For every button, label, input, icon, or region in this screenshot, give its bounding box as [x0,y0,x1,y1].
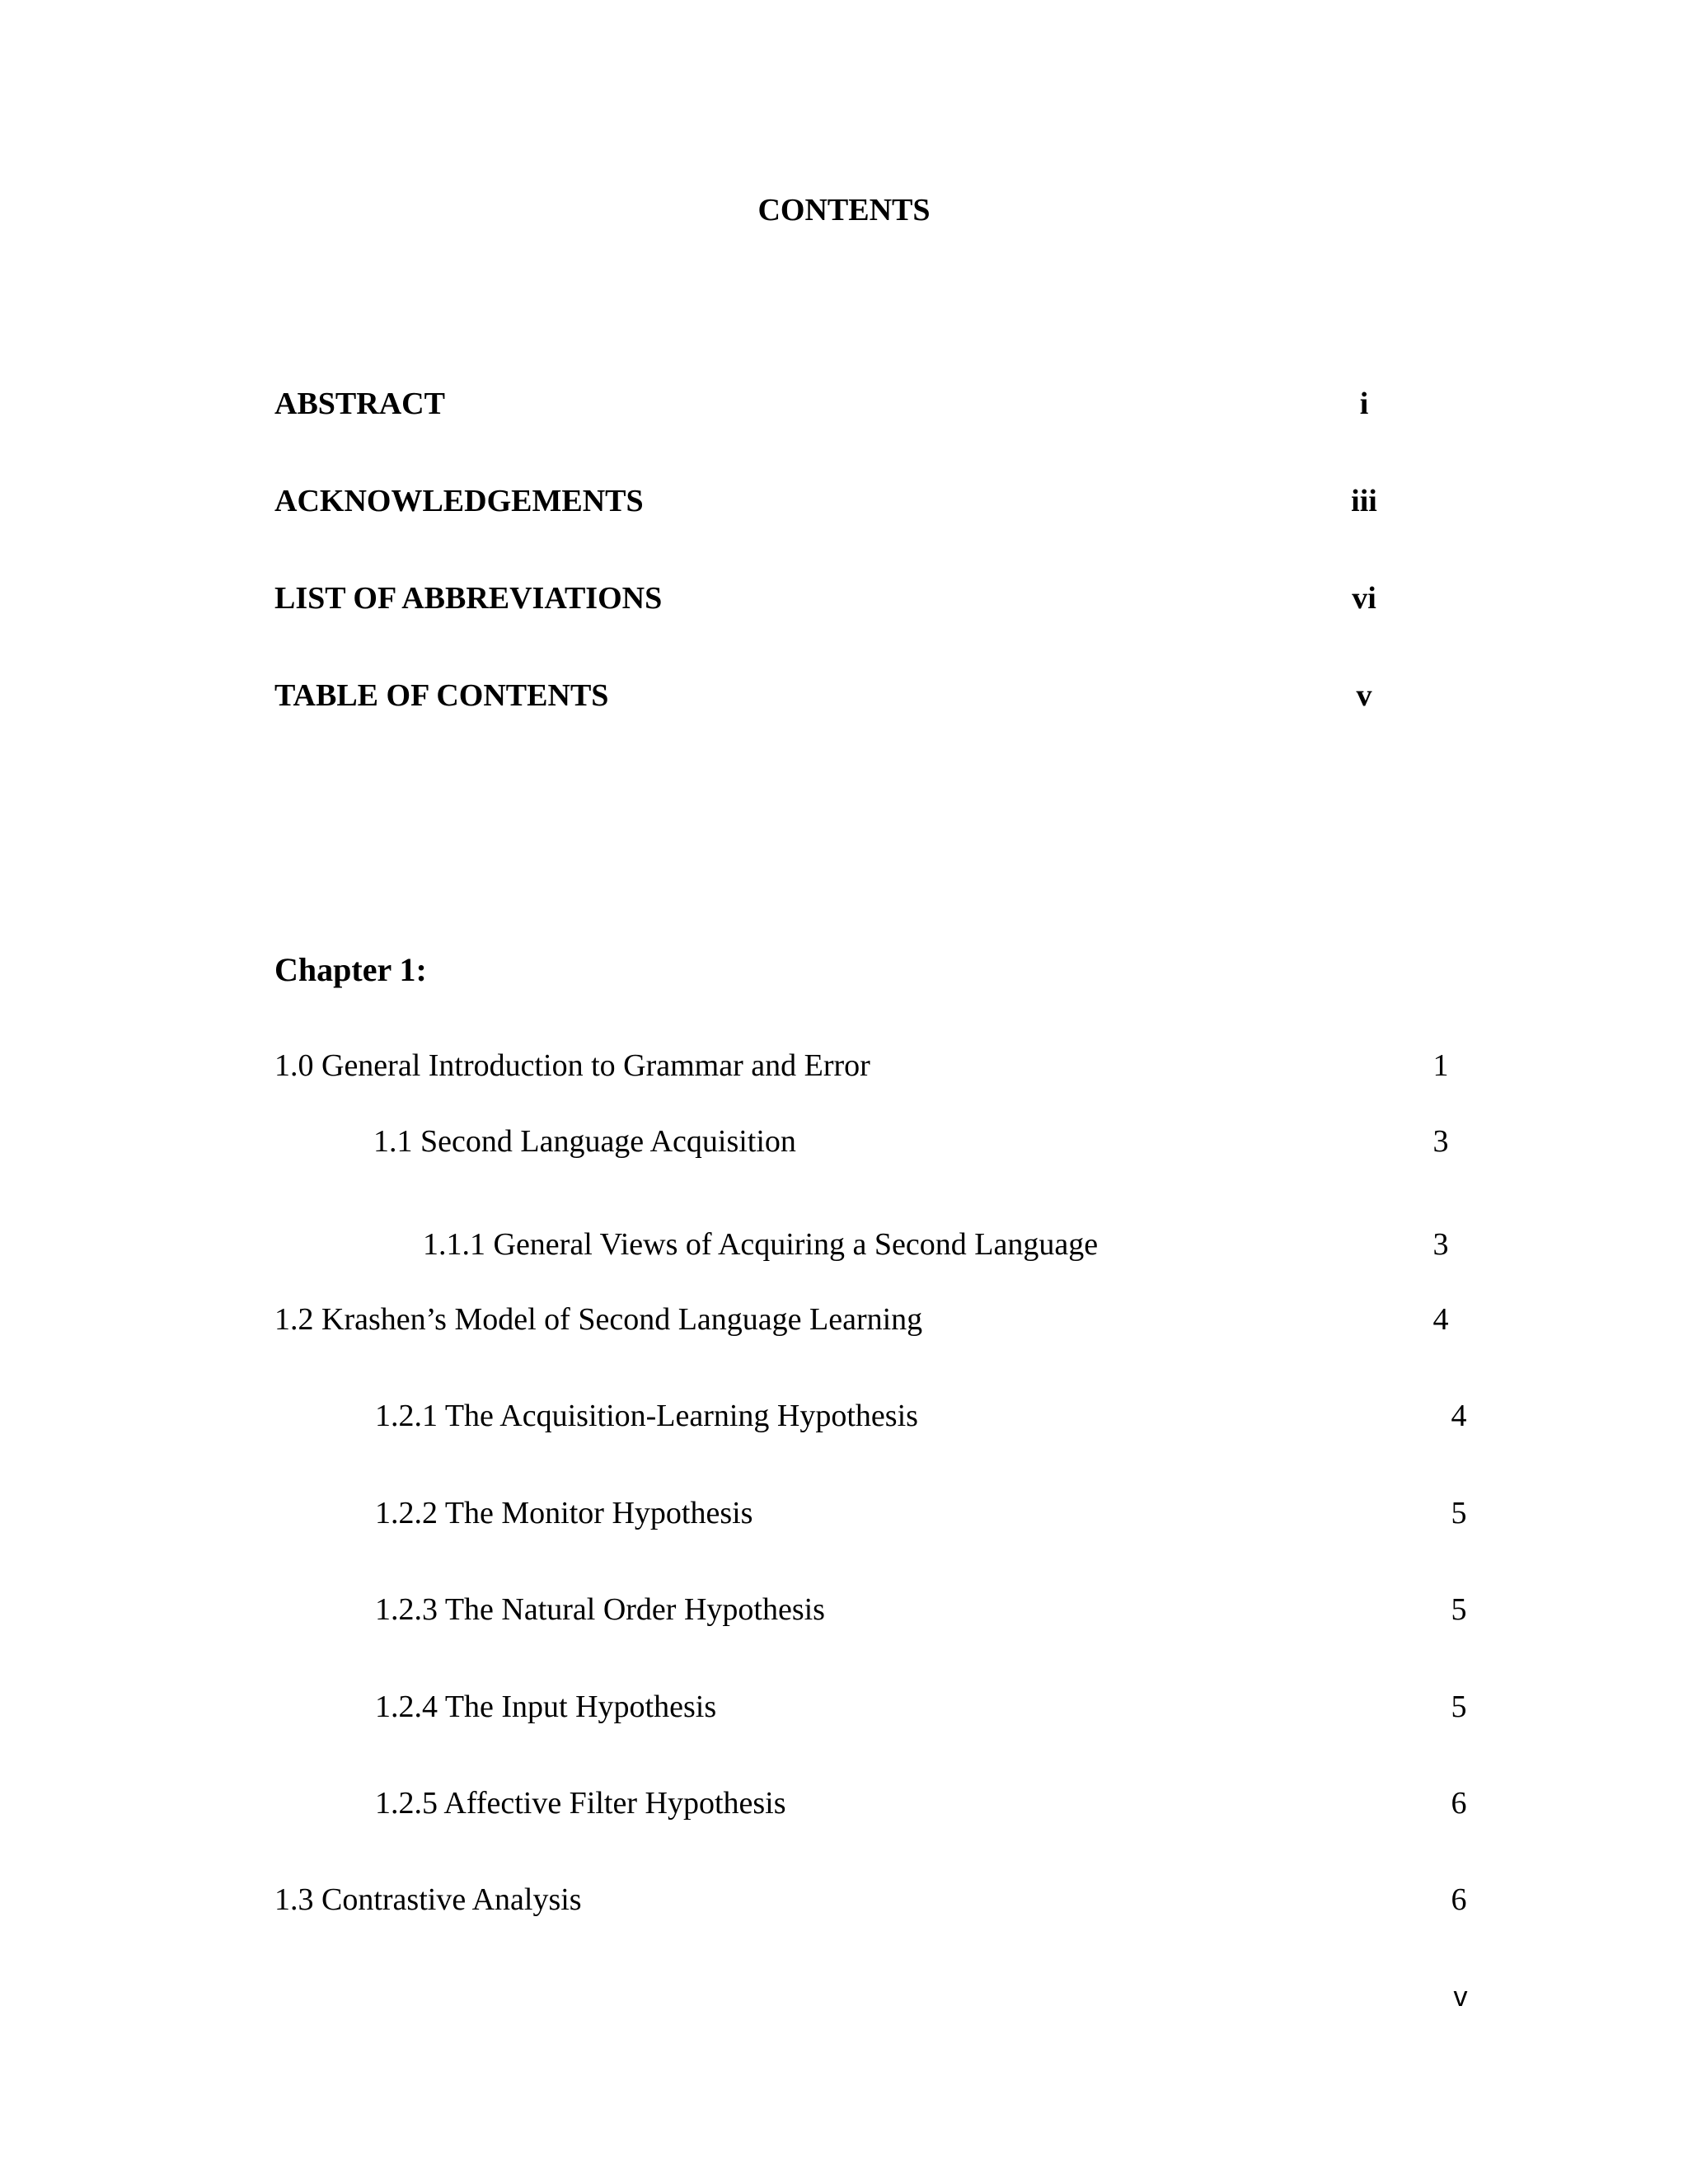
toc-entry-page: 5 [1451,1592,1467,1627]
toc-entry-label: 1.2.4 The Input Hypothesis [375,1690,717,1724]
toc-entry-label: 1.2.5 Affective Filter Hypothesis [375,1786,786,1821]
toc-entry-page: 3 [1432,1124,1449,1159]
toc-entry-page: 6 [1451,1882,1467,1917]
toc-entry-label: 1.1 Second Language Acquisition [373,1124,796,1159]
toc-entry-page: 4 [1432,1302,1449,1337]
toc-entry-label: 1.0 General Introduction to Grammar and Error [274,1048,870,1083]
toc-entry-label: 1.2.2 The Monitor Hypothesis [375,1496,753,1530]
toc-entry-label: 1.2.1 The Acquisition-Learning Hypothesis [375,1399,918,1433]
chapter-heading: Chapter 1: [274,951,427,988]
front-matter-page-abbreviations: vi [1352,581,1376,616]
front-matter-label-table-of-contents: TABLE OF CONTENTS [274,678,609,713]
front-matter-page-acknowledgements: iii [1351,484,1377,518]
toc-entry-page: 3 [1432,1227,1449,1262]
toc-entry-label: 1.2 Krashen’s Model of Second Language Learning [274,1302,923,1337]
toc-entry-label: 1.3 Contrastive Analysis [274,1882,582,1917]
front-matter-label-abstract: ABSTRACT [274,387,445,421]
toc-entry-page: 4 [1451,1399,1467,1433]
toc-entry-label: 1.2.3 The Natural Order Hypothesis [375,1592,825,1627]
front-matter-label-acknowledgements: ACKNOWLEDGEMENTS [274,484,644,518]
front-matter-page-abstract: i [1359,387,1369,421]
page-title: CONTENTS [757,193,931,227]
toc-entry-page: 1 [1432,1048,1449,1083]
toc-entry-page: 6 [1451,1786,1467,1821]
front-matter-label-abbreviations: LIST OF ABBREVIATIONS [274,581,663,616]
page-number: v [1453,1981,1468,2013]
toc-entry-page: 5 [1451,1690,1467,1724]
toc-entry-page: 5 [1451,1496,1467,1530]
toc-entry-label: 1.1.1 General Views of Acquiring a Second Language [423,1227,1099,1262]
front-matter-page-table-of-contents: v [1356,678,1372,713]
